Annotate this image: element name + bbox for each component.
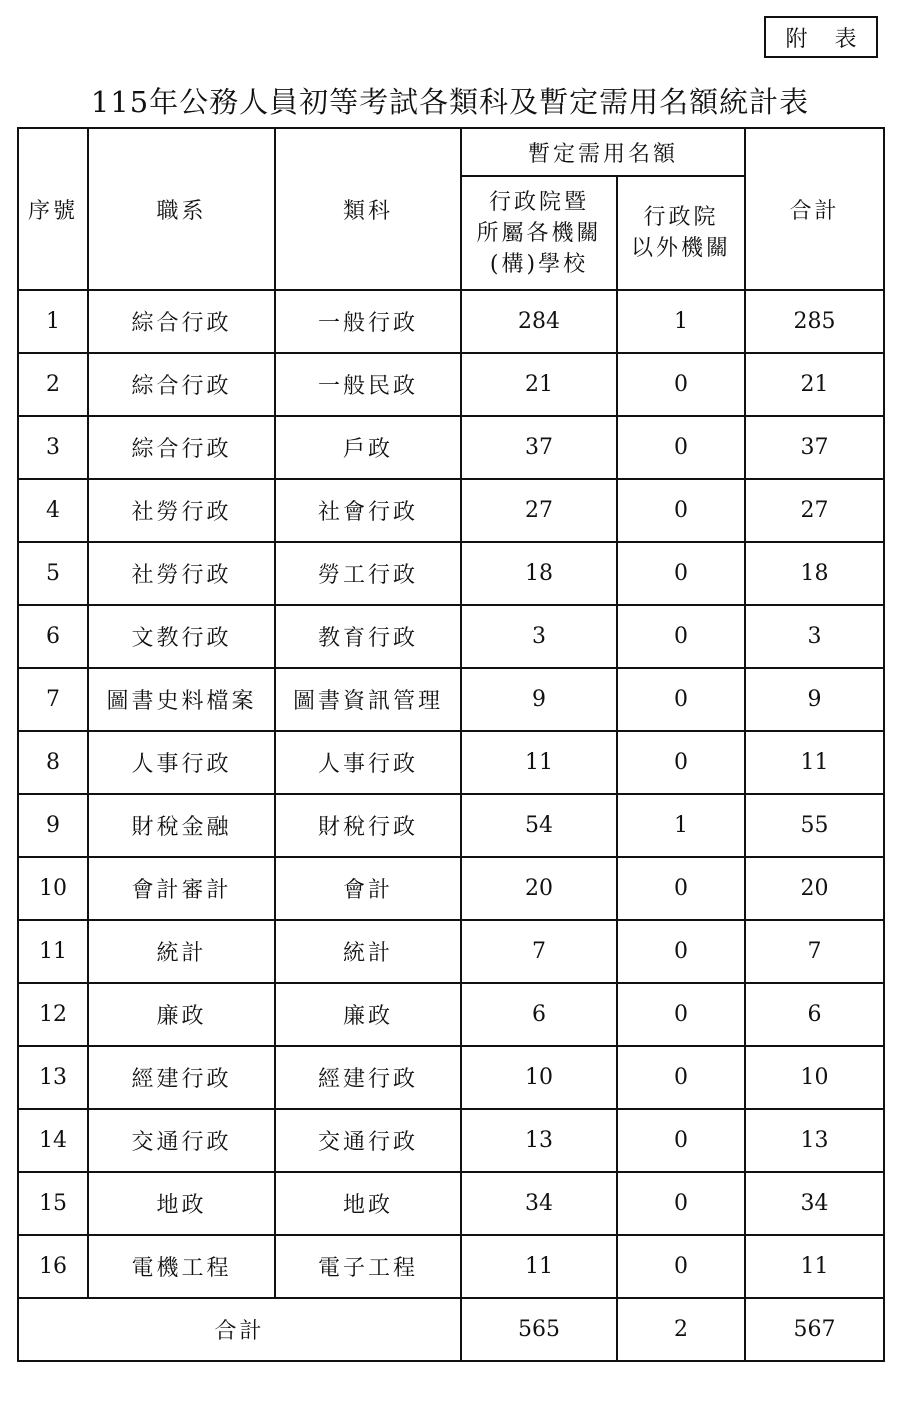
- cell-exec-yuan: 13: [461, 1109, 617, 1172]
- header-exec-yuan-line: 所屬各機關: [476, 220, 602, 246]
- cell-total: 7: [745, 920, 884, 983]
- page-title: 115年公務人員初等考試各類科及暫定需用名額統計表: [90, 85, 810, 119]
- cell-exec-yuan: 27: [461, 479, 617, 542]
- cell-total: 55: [745, 794, 884, 857]
- cell-other-agencies: 0: [617, 479, 745, 542]
- cell-series: 社勞行政: [88, 542, 275, 605]
- cell-total: 11: [745, 731, 884, 794]
- header-seq: 序號: [18, 128, 88, 290]
- cell-seq: 12: [18, 983, 88, 1046]
- cell-series: 財稅金融: [88, 794, 275, 857]
- table-footer: [18, 1298, 884, 1361]
- header-other-agencies: [617, 176, 745, 290]
- cell-total: 27: [745, 479, 884, 542]
- cell-seq: 8: [18, 731, 88, 794]
- cell-seq: 5: [18, 542, 88, 605]
- cell-exec-yuan: 34: [461, 1172, 617, 1235]
- summary-label: 合計: [18, 1298, 461, 1361]
- cell-seq: 6: [18, 605, 88, 668]
- header-category: 類科: [275, 128, 461, 290]
- cell-seq: 2: [18, 353, 88, 416]
- quota-table: [17, 127, 885, 1362]
- cell-seq: 3: [18, 416, 88, 479]
- cell-exec-yuan: 7: [461, 920, 617, 983]
- cell-exec-yuan: 54: [461, 794, 617, 857]
- cell-seq: 15: [18, 1172, 88, 1235]
- table-row: [18, 1172, 884, 1235]
- header-exec-yuan-line: 行政院暨: [488, 189, 589, 215]
- cell-total: 3: [745, 605, 884, 668]
- table-row: [18, 1235, 884, 1298]
- cell-total: 37: [745, 416, 884, 479]
- cell-other-agencies: 0: [617, 1046, 745, 1109]
- cell-other-agencies: 0: [617, 1109, 745, 1172]
- cell-exec-yuan: 37: [461, 416, 617, 479]
- cell-other-agencies: 0: [617, 983, 745, 1046]
- table-row: [18, 920, 884, 983]
- cell-series: 社勞行政: [88, 479, 275, 542]
- cell-seq: 10: [18, 857, 88, 920]
- cell-category: 經建行政: [275, 1046, 461, 1109]
- header-total: 合計: [745, 128, 884, 290]
- header-quota-group: 暫定需用名額: [461, 128, 745, 176]
- header-exec-yuan: [461, 176, 617, 290]
- cell-seq: 9: [18, 794, 88, 857]
- cell-other-agencies: 0: [617, 920, 745, 983]
- cell-exec-yuan: 18: [461, 542, 617, 605]
- cell-series: 會計審計: [88, 857, 275, 920]
- cell-other-agencies: 0: [617, 416, 745, 479]
- cell-series: 綜合行政: [88, 290, 275, 353]
- cell-series: 人事行政: [88, 731, 275, 794]
- cell-total: 10: [745, 1046, 884, 1109]
- cell-exec-yuan: 21: [461, 353, 617, 416]
- cell-category: 統計: [275, 920, 461, 983]
- cell-series: 地政: [88, 1172, 275, 1235]
- cell-category: 一般民政: [275, 353, 461, 416]
- summary-exec: 565: [461, 1298, 617, 1361]
- cell-other-agencies: 0: [617, 353, 745, 416]
- cell-other-agencies: 1: [617, 794, 745, 857]
- table-row: [18, 668, 884, 731]
- cell-other-agencies: 0: [617, 731, 745, 794]
- summary-total: 567: [745, 1298, 884, 1361]
- header-exec-yuan-line: (構)學校: [489, 251, 589, 277]
- cell-other-agencies: 1: [617, 290, 745, 353]
- cell-seq: 4: [18, 479, 88, 542]
- cell-category: 圖書資訊管理: [275, 668, 461, 731]
- header-series: 職系: [88, 128, 275, 290]
- cell-seq: 11: [18, 920, 88, 983]
- cell-series: 圖書史料檔案: [88, 668, 275, 731]
- cell-category: 會計: [275, 857, 461, 920]
- cell-exec-yuan: 6: [461, 983, 617, 1046]
- cell-seq: 1: [18, 290, 88, 353]
- cell-other-agencies: 0: [617, 1172, 745, 1235]
- table-row: [18, 794, 884, 857]
- cell-other-agencies: 0: [617, 668, 745, 731]
- cell-total: 20: [745, 857, 884, 920]
- table-row: [18, 1109, 884, 1172]
- cell-series: 文教行政: [88, 605, 275, 668]
- cell-exec-yuan: 3: [461, 605, 617, 668]
- cell-total: 34: [745, 1172, 884, 1235]
- cell-exec-yuan: 11: [461, 731, 617, 794]
- header-other-agencies-line: 以外機關: [631, 236, 732, 261]
- cell-category: 人事行政: [275, 731, 461, 794]
- cell-category: 地政: [275, 1172, 461, 1235]
- table-row: [18, 542, 884, 605]
- table-header: [18, 128, 884, 290]
- cell-category: 勞工行政: [275, 542, 461, 605]
- table-row: [18, 983, 884, 1046]
- summary-other: 2: [617, 1298, 745, 1361]
- cell-series: 經建行政: [88, 1046, 275, 1109]
- cell-category: 一般行政: [275, 290, 461, 353]
- cell-total: 21: [745, 353, 884, 416]
- cell-series: 綜合行政: [88, 353, 275, 416]
- cell-total: 285: [745, 290, 884, 353]
- cell-category: 社會行政: [275, 479, 461, 542]
- cell-category: 交通行政: [275, 1109, 461, 1172]
- cell-series: 電機工程: [88, 1235, 275, 1298]
- cell-category: 財稅行政: [275, 794, 461, 857]
- cell-series: 綜合行政: [88, 416, 275, 479]
- table-row: [18, 605, 884, 668]
- cell-exec-yuan: 20: [461, 857, 617, 920]
- cell-total: 18: [745, 542, 884, 605]
- table-body: [18, 290, 884, 1298]
- cell-other-agencies: 0: [617, 1235, 745, 1298]
- cell-category: 戶政: [275, 416, 461, 479]
- table-row: [18, 416, 884, 479]
- cell-exec-yuan: 284: [461, 290, 617, 353]
- cell-exec-yuan: 11: [461, 1235, 617, 1298]
- cell-seq: 13: [18, 1046, 88, 1109]
- header-other-agencies-line: 行政院: [643, 205, 719, 230]
- cell-series: 統計: [88, 920, 275, 983]
- cell-category: 教育行政: [275, 605, 461, 668]
- cell-total: 13: [745, 1109, 884, 1172]
- table-row: [18, 290, 884, 353]
- cell-total: 9: [745, 668, 884, 731]
- table-row: [18, 353, 884, 416]
- cell-category: 電子工程: [275, 1235, 461, 1298]
- cell-seq: 14: [18, 1109, 88, 1172]
- table-row: [18, 731, 884, 794]
- cell-exec-yuan: 10: [461, 1046, 617, 1109]
- cell-seq: 7: [18, 668, 88, 731]
- summary-row: [18, 1298, 884, 1361]
- cell-series: 交通行政: [88, 1109, 275, 1172]
- appendix-badge: 附 表: [764, 16, 878, 58]
- cell-category: 廉政: [275, 983, 461, 1046]
- cell-other-agencies: 0: [617, 605, 745, 668]
- table-row: [18, 1046, 884, 1109]
- table-row: [18, 479, 884, 542]
- cell-total: 11: [745, 1235, 884, 1298]
- cell-other-agencies: 0: [617, 542, 745, 605]
- cell-other-agencies: 0: [617, 857, 745, 920]
- cell-exec-yuan: 9: [461, 668, 617, 731]
- cell-total: 6: [745, 983, 884, 1046]
- cell-series: 廉政: [88, 983, 275, 1046]
- table-row: [18, 857, 884, 920]
- cell-seq: 16: [18, 1235, 88, 1298]
